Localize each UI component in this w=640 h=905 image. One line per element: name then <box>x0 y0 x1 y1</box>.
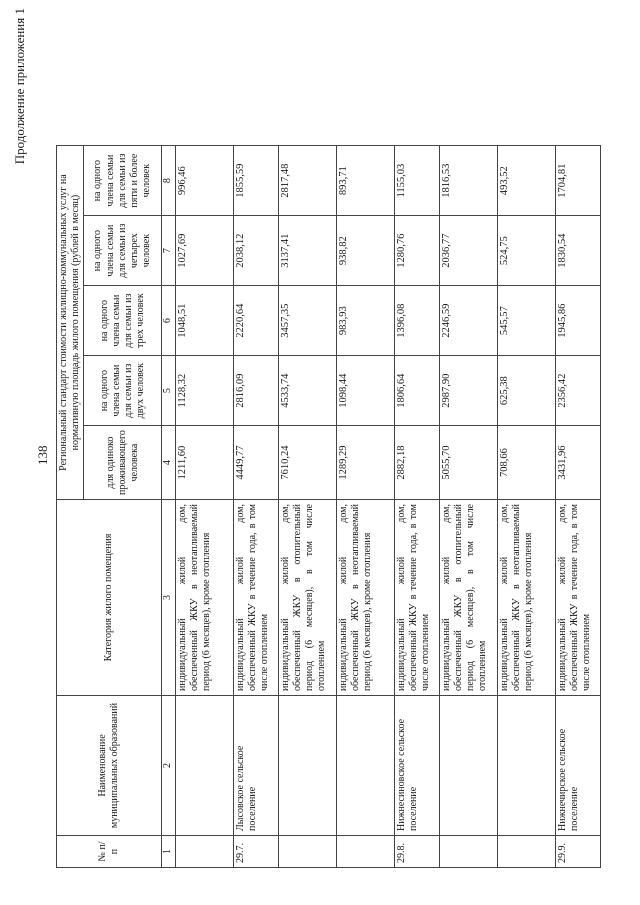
header-standard: Региональный стандарт стоимости жилищно-коммунальных услуг на нормативную площадь жилого помещения (рублей в месяц) <box>57 146 84 500</box>
row-value: 1280,76 <box>394 216 439 286</box>
row-value: 3431,96 <box>555 426 600 500</box>
col-index-8: 8 <box>162 146 175 216</box>
row-value: 2246,59 <box>439 286 497 356</box>
table-row <box>439 146 497 868</box>
row-value: 524,75 <box>497 216 555 286</box>
row-value: 2817,48 <box>278 146 336 216</box>
row-category: индивидуальный жилой дом, обеспеченный ЖКУ в течение года, в том числе отоплением <box>555 500 600 696</box>
row-value: 5055,70 <box>439 426 497 500</box>
row-value: 996,46 <box>175 146 233 216</box>
row-value: 2987,90 <box>439 356 497 426</box>
row-value: 4449,77 <box>233 426 278 500</box>
row-value: 1945,86 <box>555 286 600 356</box>
row-municipality <box>336 696 394 836</box>
header-sub-3: на одного члена семьи для семьи из трех человек <box>84 286 162 356</box>
row-value: 1289,29 <box>336 426 394 500</box>
row-category: индивидуальный жилой дом, обеспеченный ЖКУ в неотапливаемый период (6 месяцев), кроме отопления <box>497 500 555 696</box>
row-value: 1211,60 <box>175 426 233 500</box>
col-index-5: 5 <box>162 356 175 426</box>
header-municipality: Наименование муниципальных образований <box>57 696 162 836</box>
table-row <box>555 146 600 868</box>
col-index-2: 2 <box>162 696 175 836</box>
row-municipality: Нижнечирское сельское поселение <box>555 696 600 836</box>
table-row <box>278 146 336 868</box>
row-value: 1098,44 <box>336 356 394 426</box>
row-value: 545,57 <box>497 286 555 356</box>
row-value: 1830,54 <box>555 216 600 286</box>
row-category: индивидуальный жилой дом, обеспеченный ЖКУ в течение года, в том числе отоплением <box>394 500 439 696</box>
header-num: № п/п <box>57 836 162 868</box>
row-category: индивидуальный жилой дом, обеспеченный ЖКУ в отопительный период (6 месяцев), в том числе отоплением <box>439 500 497 696</box>
row-municipality: Лысовское сельское поселение <box>233 696 278 836</box>
row-num <box>439 836 497 868</box>
row-municipality <box>175 696 233 836</box>
row-num <box>278 836 336 868</box>
row-num <box>175 836 233 868</box>
row-category: индивидуальный жилой дом, обеспеченный ЖКУ в течение года, в том числе отоплением <box>233 500 278 696</box>
table-row <box>394 146 439 868</box>
row-municipality <box>278 696 336 836</box>
row-num <box>497 836 555 868</box>
row-num <box>336 836 394 868</box>
row-value: 1027,69 <box>175 216 233 286</box>
row-num: 29.8. <box>394 836 439 868</box>
row-value: 983,93 <box>336 286 394 356</box>
row-value: 1128,32 <box>175 356 233 426</box>
row-value: 3457,35 <box>278 286 336 356</box>
row-value: 1704,81 <box>555 146 600 216</box>
col-index-1: 1 <box>162 836 175 868</box>
row-category: индивидуальный жилой дом, обеспеченный ЖКУ в неотапливаемый период (6 месяцев), кроме отопления <box>336 500 394 696</box>
row-category: индивидуальный жилой дом, обеспеченный ЖКУ в отопительный период (6 месяцев), в том числе отоплением <box>278 500 336 696</box>
row-value: 2816,09 <box>233 356 278 426</box>
row-value: 1155,03 <box>394 146 439 216</box>
row-category: индивидуальный жилой дом, обеспеченный ЖКУ в неотапливаемый период (6 месяцев), кроме отопления <box>175 500 233 696</box>
row-value: 2882,18 <box>394 426 439 500</box>
table-row <box>497 146 555 868</box>
row-value: 1806,64 <box>394 356 439 426</box>
row-value: 7610,24 <box>278 426 336 500</box>
row-value: 2356,42 <box>555 356 600 426</box>
row-value: 1396,08 <box>394 286 439 356</box>
table-row <box>336 146 394 868</box>
row-municipality <box>439 696 497 836</box>
row-value: 1048,51 <box>175 286 233 356</box>
row-num: 29.9. <box>555 836 600 868</box>
standards-table <box>56 145 601 868</box>
row-value: 3137,41 <box>278 216 336 286</box>
table-row <box>233 146 278 868</box>
row-num: 29.7. <box>233 836 278 868</box>
continuation-note: Продолжение приложения 1 <box>12 8 27 165</box>
row-value: 1855,59 <box>233 146 278 216</box>
header-sub-1: для одиноко проживающего человека <box>84 426 162 500</box>
header-sub-5: на одного члена семьи для семьи из пяти и более человек <box>84 146 162 216</box>
table-row <box>175 146 233 868</box>
col-index-3: 3 <box>162 500 175 696</box>
row-value: 938,82 <box>336 216 394 286</box>
row-value: 893,71 <box>336 146 394 216</box>
row-value: 2220,64 <box>233 286 278 356</box>
row-value: 493,52 <box>497 146 555 216</box>
header-sub-4: на одного члена семьи для семьи из четырех человек <box>84 216 162 286</box>
row-value: 4533,74 <box>278 356 336 426</box>
page-number: 138 <box>35 445 50 465</box>
row-value: 708,66 <box>497 426 555 500</box>
col-index-7: 7 <box>162 216 175 286</box>
row-value: 1816,53 <box>439 146 497 216</box>
col-index-4: 4 <box>162 426 175 500</box>
row-value: 625,38 <box>497 356 555 426</box>
header-category: Категория жилого помещения <box>57 500 162 696</box>
col-index-6: 6 <box>162 286 175 356</box>
row-municipality: Нижнесиновское сельское поселение <box>394 696 439 836</box>
row-value: 2038,12 <box>233 216 278 286</box>
header-sub-2: на одного члена семьи для семьи из двух человек <box>84 356 162 426</box>
row-municipality <box>497 696 555 836</box>
row-value: 2036,77 <box>439 216 497 286</box>
